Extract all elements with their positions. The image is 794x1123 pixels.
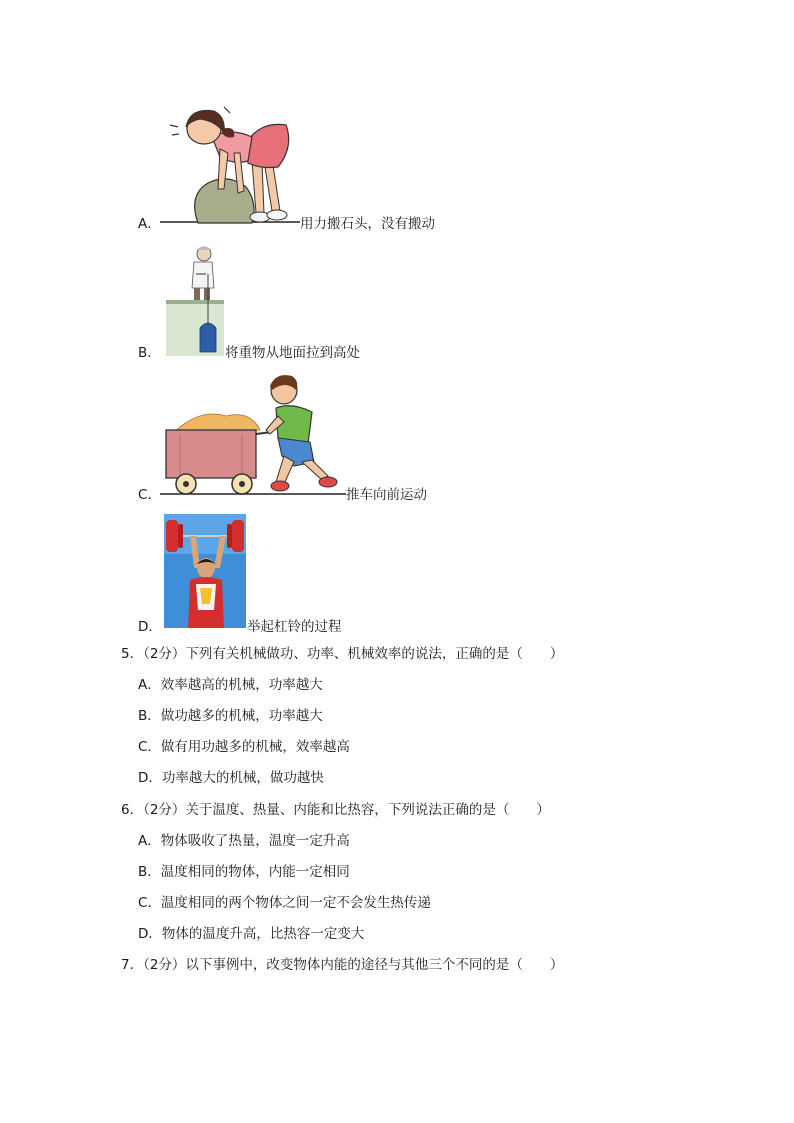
- q5-stem: 5．（2分）下列有关机械做功、功率、机械效率的说法，正确的是（ ）: [121, 646, 564, 662]
- q6-option-b: B．温度相同的物体，内能一定相同: [138, 864, 350, 880]
- q4-option-c-label: C．: [138, 487, 161, 503]
- q6-option-c: C．温度相同的两个物体之间一定不会发生热传递: [138, 895, 431, 911]
- q6-option-d: D．物体的温度升高，比热容一定变大: [138, 926, 365, 942]
- q4-option-a-text: 用力搬石头，没有搬动: [300, 216, 435, 232]
- q7-stem: 7．（2分）以下事例中，改变物体内能的途径与其他三个不同的是（ ）: [121, 957, 564, 973]
- q4-option-b-label: B．: [138, 345, 161, 361]
- figure-man-pulling-weight: [166, 244, 224, 356]
- figure-boy-pushing-cart: [160, 372, 346, 497]
- q4-option-b-text: 将重物从地面拉到高处: [225, 345, 360, 361]
- q4-option-c-text: 推车向前运动: [346, 487, 427, 503]
- q4-option-d-text: 举起杠铃的过程: [247, 619, 342, 635]
- q4-option-a-label: A．: [138, 216, 161, 232]
- figure-weightlifter-photo: [164, 514, 246, 628]
- q5-option-b: B．做功越多的机械，功率越大: [138, 708, 323, 724]
- q5-option-c: C．做有用功越多的机械，效率越高: [138, 739, 350, 755]
- q6-stem: 6．（2分）关于温度、热量、内能和比热容，下列说法正确的是（ ）: [121, 802, 550, 818]
- q5-option-d: D．功率越大的机械，做功越快: [138, 770, 324, 786]
- figure-girl-lifting-rock: [160, 103, 300, 227]
- q4-option-d-label: D．: [138, 619, 162, 635]
- q6-option-a: A．物体吸收了热量，温度一定升高: [138, 833, 350, 849]
- q5-option-a: A．效率越高的机械，功率越大: [138, 677, 323, 693]
